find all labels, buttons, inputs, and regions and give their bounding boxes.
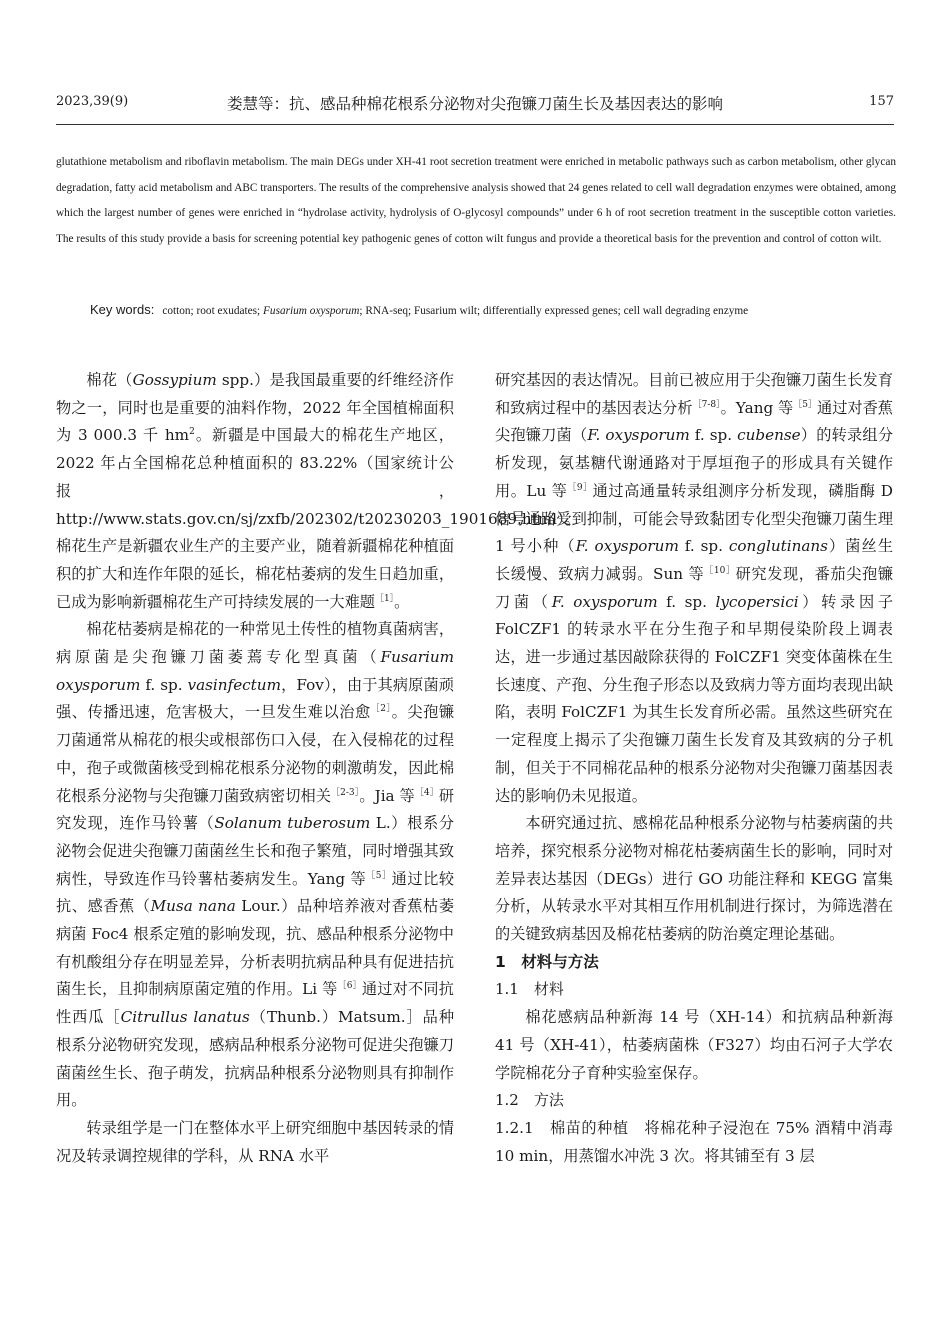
latin-name: F. oxysporum	[575, 537, 679, 556]
text-span: ）转录因子 FolCZF1 的转录水平在分生孢子和早期侵染阶段上调表达，进一步通过基因敲除获得的 FolCZF1 突变体菌株在生长速度、产孢、分生孢子形态以及致病力等方面均表现出缺陷，表明 FolCZF1 为其生长发育所必需。虽然这些研究在一定程度上揭示了尖孢镰刀菌生长发育及其致病的分子机制，但关于不同棉花品种的根系分泌物对尖孢镰刀菌基因表达的影响仍未见报道。	[495, 592, 894, 805]
text-span: 棉花（	[86, 371, 133, 389]
latin-name: Solanum tuberosum	[214, 814, 371, 833]
text-span: ）的转录组分析发现，氨基糖代谢通路对于厚垣孢子的形成具有关键作用。Lu 等	[495, 426, 894, 500]
keywords-text-2: ; RNA-seq; Fusarium wilt; differentially expressed genes; cell wall degrading enzyme	[359, 305, 749, 317]
paragraph-seedling	[495, 1115, 893, 1170]
keywords-italic: Fusarium oxysporum	[263, 305, 360, 317]
text-span: Lour.）品种培养液对香蕉枯萎病菌 Foc4 根系定殖的影响发现，抗、感品种根系分泌物中有机酸组分存在明显差异，分析表明抗病品种具有促进拮抗菌生长，且抑制病原菌定殖的作用。Li 等	[56, 897, 455, 999]
paragraph-wilt	[56, 616, 454, 1115]
text-span: spp.）是我国最重要的纤维经济作物之一，同时也是重要的油料作物，2022 年全国植棉面积为 3 000.3 千 hm	[56, 371, 454, 445]
running-header	[56, 94, 894, 120]
latin-name: Fusarium oxysporum	[56, 648, 454, 694]
citation: ［6］	[337, 981, 362, 992]
text-span: 。Yang 等	[720, 398, 794, 417]
latin-name: F. oxysporum	[587, 426, 690, 445]
text-span: L.）根系分泌物会促进尖孢镰刀菌菌丝生长和孢子繁殖，同时增强其致病性，导致连作马铃薯枯萎病发生。Yang 等	[56, 814, 455, 888]
text-span: 。尖孢镰刀菌通常从棉花的根尖或根部伤口入侵，在入侵棉花的过程中，孢子或微菌核受到棉花根系分泌物的刺激萌发，因此棉花根系分泌物与尖孢镰刀菌致病密切相关	[56, 703, 455, 805]
paragraph-gene-expression	[495, 367, 893, 810]
text-span: f. sp.	[657, 592, 716, 611]
text-span: f. sp.	[140, 675, 188, 694]
section-heading-1-2: 1.2 方法	[495, 1091, 564, 1110]
text-span: 。新疆是中国最大的棉花生产地区，2022 年占全国棉花总种植面积的 83.22%（国家统计公报，http://www.stats.gov.cn/sj/zxfb/202302/t20230203_1901689.html）。棉花生产是新疆农业生产的主要产业，随着新疆棉花种植面积的扩大和连作年限的延长，棉花枯萎病的发生日趋加重，已成为影响新疆棉花生产可持续发展的一大难题	[56, 426, 580, 611]
latin-name: Citrullus lanatus	[120, 1008, 250, 1027]
latin-name: lycopersici	[715, 592, 799, 611]
paragraph-this-study: 本研究通过抗、感棉花品种根系分泌物与枯萎病菌的共培养，探究根系分泌物对棉花枯萎病菌生长的影响，同时对差异表达基因（DEGs）进行 GO 功能注释和 KEGG 富集分析，从转录水平对其相互作用机制进行探讨，为筛选潜在的关键致病基因及棉花枯萎病的防治奠定理论基础。	[495, 814, 893, 944]
keywords	[56, 296, 896, 325]
latin-name: conglutinans	[728, 537, 828, 556]
citation: ［4］	[414, 787, 439, 798]
paragraph-transcriptomics: 转录组学是一门在整体水平上研究细胞中基因转录的情况及转录调控规律的学科，从 RNA 水平	[56, 1118, 454, 1165]
citation: ［5］	[366, 870, 392, 881]
text-span: ）菌丝生长缓慢、致病力减弱。Sun 等	[495, 537, 894, 583]
header-rule	[56, 124, 894, 125]
text-span: ，Fov），由于其病原菌顽强、传播迅速，危害极大，一旦发生难以治愈	[56, 675, 454, 722]
text-span: （Thunb.）Matsum.］品种根系分泌物研究发现，感病品种根系分泌物可促进尖孢镰刀菌菌丝生长、孢子萌发，抗病品种根系分泌物则具有抑制作用。	[56, 1008, 455, 1110]
text-span: 通过高通量转录组测序分析发现，磷脂酶 D 信号通路受到抑制，可能会导致黏团专化型尖孢镰刀菌生理 1 号小种（	[495, 481, 893, 556]
keywords-label: Key words:	[90, 302, 155, 317]
text-span: 通过对不同抗性西瓜［	[56, 980, 454, 1027]
text-span: f. sp.	[678, 537, 729, 556]
paragraph-intro	[56, 367, 580, 616]
abstract-continuation: glutathione metabolism and riboflavin metabolism. The main DEGs under XH-41 root secretion treatment were enriched in metabolic pathways such as carbon metabolism, other glycan degradation, fatty acid metabolism and ABC transporters. The results of the comprehensive analysis showed that 24 genes related to cell wall degradation enzymes were obtained, among which the largest number of genes were enriched in “hydrolase activity, hydrolysis of O-glycosyl compounds” under 6 h of root secretion treatment in the susceptible cotton varieties. The results of this study provide a basis for screening potential key pathogenic genes of cotton wilt fungus and provide a theoretical basis for the prevention and control of cotton wilt.	[56, 156, 896, 246]
superscript: 2	[189, 427, 195, 438]
citation: ［1］	[374, 593, 395, 604]
journal-volume: 2023,39(9)	[56, 94, 129, 109]
text-span: f. sp.	[689, 426, 738, 445]
citation: ［7-8］	[692, 399, 721, 410]
right-column	[495, 367, 893, 1170]
running-title: 娄慧等：抗、感品种棉花根系分泌物对尖孢镰刀菌生长及基因表达的影响	[226, 95, 723, 113]
citation: ［9］	[567, 482, 593, 493]
subsection-heading-1-2-1: 1.2.1 棉苗的种植	[495, 1118, 629, 1137]
latin-name: F. oxysporum	[551, 592, 658, 611]
citation: ［2］	[370, 704, 392, 715]
text-span: 通过对香蕉尖孢镰刀菌（	[495, 398, 893, 445]
text-span: 。Jia 等	[359, 786, 415, 805]
latin-name: Gossypium	[132, 371, 217, 389]
text-span: 。	[394, 592, 410, 611]
text-span: 通过比较抗、感香蕉（	[56, 869, 455, 916]
keywords-text-1: cotton; root exudates;	[162, 305, 264, 317]
citation: ［2-3］	[331, 787, 360, 798]
paragraph-materials: 棉花感病品种新海 14 号（XH-14）和抗病品种新海 41 号（XH-41），枯萎病菌株（F327）均由石河子大学农学院棉花分子育种实验室保存。	[495, 1008, 893, 1082]
page-number: 157	[869, 94, 894, 109]
citation: ［10］	[704, 565, 736, 576]
text-span: 研究发现，番茄尖孢镰刀菌（	[495, 564, 894, 611]
text-span: 研究发现，连作马铃薯（	[56, 786, 455, 833]
text-span: 研究基因的表达情况。目前已被应用于尖孢镰刀菌生长发育和致病过程中的基因表达分析	[495, 371, 893, 417]
latin-name: Musa nana	[150, 897, 236, 916]
text-span: 棉花枯萎病是棉花的一种常见土传性的植物真菌病害，病原菌是尖孢镰刀菌萎蔫专化型真菌（	[56, 620, 454, 667]
citation: ［5］	[793, 399, 818, 410]
section-heading-1: 1 材料与方法	[495, 952, 599, 971]
latin-name: vasinfectum	[187, 675, 281, 694]
latin-name: cubense	[737, 426, 801, 445]
text-span: 将棉花种子浸泡在 75% 酒精中消毒 10 min，用蒸馏水冲洗 3 次。将其铺至有 3 层	[495, 1118, 893, 1165]
section-heading-1-1: 1.1 材料	[495, 980, 564, 999]
